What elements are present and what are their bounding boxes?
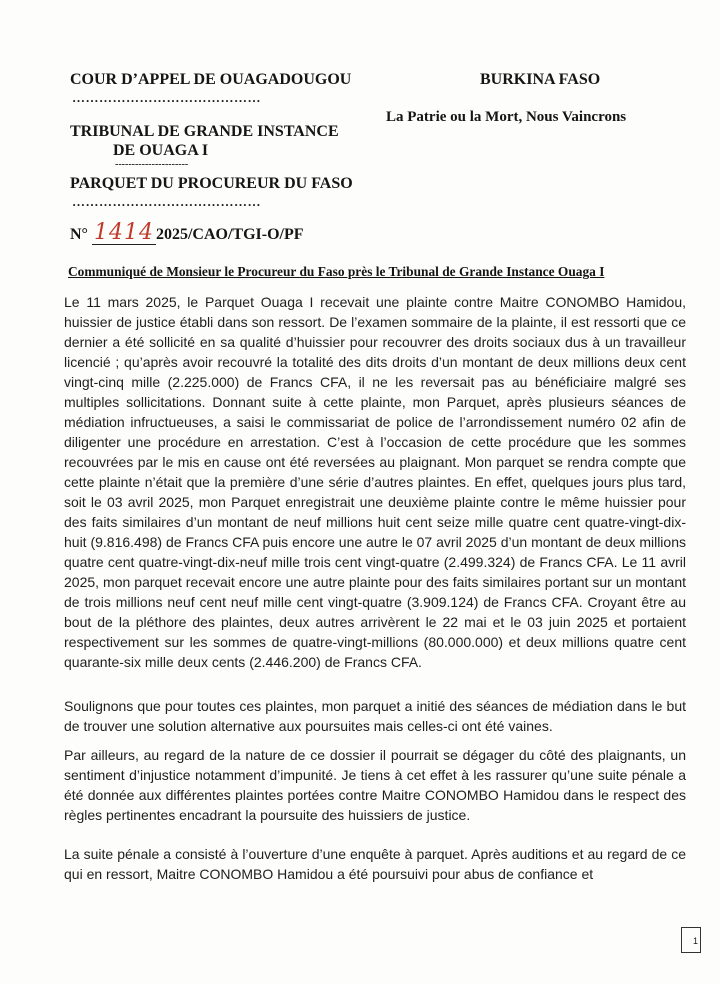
country-name: BURKINA FASO — [480, 71, 601, 88]
page-number: 1 — [681, 927, 701, 953]
reference-suffix: 2025/CAO/TGI-O/PF — [155, 226, 304, 243]
dashed-separator: ---------------------- — [115, 159, 189, 170]
reference-prefix: N° — [70, 226, 88, 243]
parquet-name: PARQUET DU PROCUREUR DU FASO — [70, 175, 353, 192]
paragraph-2: Soulignons que pour toutes ces plaintes, mon parquet a initié des séances de médiation dans le but de trouver une solution alternative aux poursuites mais celles-ci ont été vaines. — [64, 698, 686, 734]
dotted-separator-2: …………………………………… — [72, 194, 261, 209]
paragraph-4: La suite pénale a consisté à l’ouverture d’une enquête à parquet. Après auditions et au regard de ce qui en ressort, Maitre CONOMBO Hamidou a été poursuivi pour abus de confiance et — [64, 846, 686, 882]
paragraph-3: Par ailleurs, au regard de la nature de ce dossier il pourrait se dégager du côté des plaignants, un sentiment d’injustice notamment d’impunité. Je tiens à cet effet à les rassurer qu’une suite pénale a été donnée aux différentes plaintes portées contre Maitre CONOMBO Hamidou dans le respect des règles pertinentes encadrant la poursuite des huissiers de justice. — [64, 747, 686, 823]
tribunal-name: TRIBUNAL DE GRANDE INSTANCE — [70, 123, 339, 140]
communique-title: Communiqué de Monsieur le Procureur du Faso près le Tribunal de Grande Instance Ouaga I — [68, 264, 605, 279]
handwritten-number: 1414 — [93, 220, 154, 245]
paragraph-1: Le 11 mars 2025, le Parquet Ouaga I recevait une plainte contre Maitre CONOMBO Hamidou, huissier de justice établi dans son ressort. De l’examen sommaire de la plainte, il est ressorti que ce dernier a été sollicité en sa qualité d’huissier pour recouvrer des droits sociaux dus à un travailleur licencié ; qu’après avoir recouvré la totalité des dits droits d’un montant de deux millions deux cent vingt-cinq mille (2.225.000) de Francs CFA, il ne les reversait pas au bénéficiaire malgré ses multiples sollicitations. Donnant suite à cette plainte, mon Parquet, après plusieurs séances de médiation infructueuses, a saisi le commissariat de police de l’arrondissement numéro 02 afin de diligenter une procédure en arrestation. C’est à l’occasion de cette procédure que les sommes recouvrées par le mis en cause ont été reversées au plaignant. Mon parquet se rendra compte que cette plainte n’était que la première d’une série d’autres plaintes. En effet, quelques jours plus tard, soit le 03 avril 2025, mon Parquet enregistrait une deuxième plainte contre le même huissier pour des faits similaires d’un montant de neuf millions huit cent seize mille quatre cent quatre-vingt-dix-huit (9.816.498) de Francs CFA puis encore une autre le 07 avril 2025 d’un montant de deux millions quatre cent quatre-vingt-dix-neuf mille trois cent vingt-quatre (2.499.324) de Francs CFA. Le 11 avril 2025, mon parquet recevait encore une autre plainte pour des faits similaires portant sur un montant de trois millions neuf cent neuf mille cent vingt-quatre (3.909.124) de Francs CFA. Croyant être au bout de la pléthore des plaintes, deux autres arrivèrent le 22 mai et le 03 juin 2025 et portaient respectivement sur les sommes de quatre-vingt-millions (80.000.000) et deux millions quatre cent quarante-six mille deux cents (2.446.200) de Francs CFA. — [64, 294, 686, 670]
reference-number — [70, 222, 304, 245]
national-motto: La Patrie ou la Mort, Nous Vaincrons — [386, 109, 627, 125]
tribunal-location: DE OUAGA I — [113, 142, 209, 159]
court-name: COUR D’APPEL DE OUAGADOUGOU — [70, 71, 352, 88]
dotted-separator: …………………………………… — [72, 90, 261, 105]
